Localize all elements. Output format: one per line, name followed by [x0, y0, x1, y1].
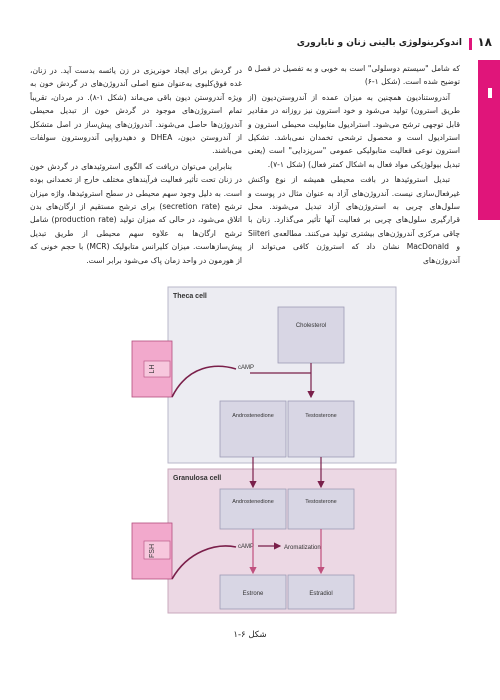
testosterone-granulosa-box [288, 489, 354, 529]
testosterone-granulosa-text: Testosterone [305, 499, 337, 505]
testosterone-theca-text: Testosterone [305, 413, 337, 419]
paragraph: بنابراین می‌توان دریافت که الگوی استروئیدهای در گردش خون در زنان تحت تأثیر فعالیت فرآیندهای مختلف خارج از تخمدانی بوده است. به دلیل وجود سهم محیطی در سطح استروئیدها، واژه میزان ترشح (secretion rate) برای ترشح مستقیم از ارگان‌های بدن اتلاق می‌شود، در حالی که میزان تولید (production rate) شامل ترشح ارگان‌ها به علاوه سهم محیطی از طریق تبدیل پیش‌سازهاست. میزان کلیرانس متابولیک (MCR) با حجم خونی که از هورمون در واحد زمان پاک می‌شود برابر است. [30, 161, 242, 265]
androstenedione-granulosa-text: Androstenedione [232, 499, 274, 505]
theca-cell-label: Theca cell [173, 293, 207, 300]
cholesterol-text: Cholesterol [295, 323, 327, 329]
testosterone-theca-box [288, 401, 354, 457]
paragraph: که شامل "سیستم دوسلولی" است به خوبی و به تفصیل در فصل ۵ توضیح شده است. (شکل ۱-۶) [248, 64, 460, 87]
two-cell-diagram [128, 283, 398, 615]
chapter-side-tab [478, 60, 500, 220]
paragraph: آندروستنادیون همچنین به میزان عمده از آندروستن‌دیون (از طریق استرون) تولید می‌شود و خود استرون نیز روزانه در مقادیر قابل توجهی ترشح می‌شود. استرادیول متابولیت محیطی استرون و استرادیول است و محصول ترشحی تخمدان نمی‌باشد. تشکیل استرون نوعی فعالیت متابولیکی عمومی "سرپزدایی" است (یعنی تبدیل بیولوژیکی مواد فعال به اشکال کمتر فعال) (شکل ۱-۷). [248, 92, 460, 169]
cholesterol-box [278, 307, 344, 363]
androstenedione-theca-box [220, 401, 286, 457]
aromatization-label: Aromatization [284, 545, 321, 551]
fsh-label: FSH [149, 544, 156, 558]
paragraph: در گردش برای ایجاد خونریزی در زن یائسه بدست آید. در زنان، غده فوق‌کلیوی به‌عنوان منبع اصلی آندروژن‌های در گردش خون به ویژه آندروستن دیون باقی می‌ماند (شکل ۱-۸). در مردان، تقریباً تمام استروژن‌های موجود در گردش خون از تبدیل محیطی آندروژن‌ها حاصل می‌شوند. آندروژن‌های پیش‌ساز در اصل متشکل از آندروستن دیون، DHEA و دهیدرواپی آندروسترون سولفات می‌باشند. [30, 66, 242, 156]
header-accent-bar [469, 38, 472, 50]
running-header-title: اندوکرینولوژی بالینی زنان و ناباروری [296, 38, 462, 48]
androstenedione-granulosa-box [220, 489, 286, 529]
page-number: ۱۸ [477, 35, 492, 49]
figure-caption: شکل ۶-۱ [233, 630, 267, 640]
chapter-side-tab-mark [488, 88, 492, 98]
lh-label: LH [149, 364, 156, 374]
camp-top-label: cAMP [238, 365, 255, 371]
right-text-column [248, 62, 460, 269]
lh-receptor-tab [144, 361, 170, 377]
paragraph: تبدیل استروئیدها در بافت محیطی همیشه از نوع واکنش غیرفعال‌سازی نیست. آندروژن‌های آزاد به عنوان مثال در پوست و سلول‌های چربی به استروژن‌های آزاد تبدیل می‌شوند. محل قرارگیری سلول‌های چربی بر فعالیت آنها تأثیر می‌گذارد. زنان با چاقی مرکزی آندروژن‌های بیشتری تولید می‌کنند. مطالعه‌ی Siiteri و MacDonald نشان داد که استروژن کافی می‌تواند از آندروژن‌های [248, 175, 460, 265]
estrone-text: Estrone [242, 591, 264, 597]
granulosa-cell-label: Granulosa cell [173, 475, 222, 482]
camp-bottom-label: cAMP [238, 544, 255, 550]
left-text-column [30, 64, 242, 269]
estradiol-text: Estradiol [309, 591, 333, 597]
androstenedione-theca-text: Androstenedione [232, 413, 274, 419]
fsh-receptor-tab [144, 541, 170, 559]
